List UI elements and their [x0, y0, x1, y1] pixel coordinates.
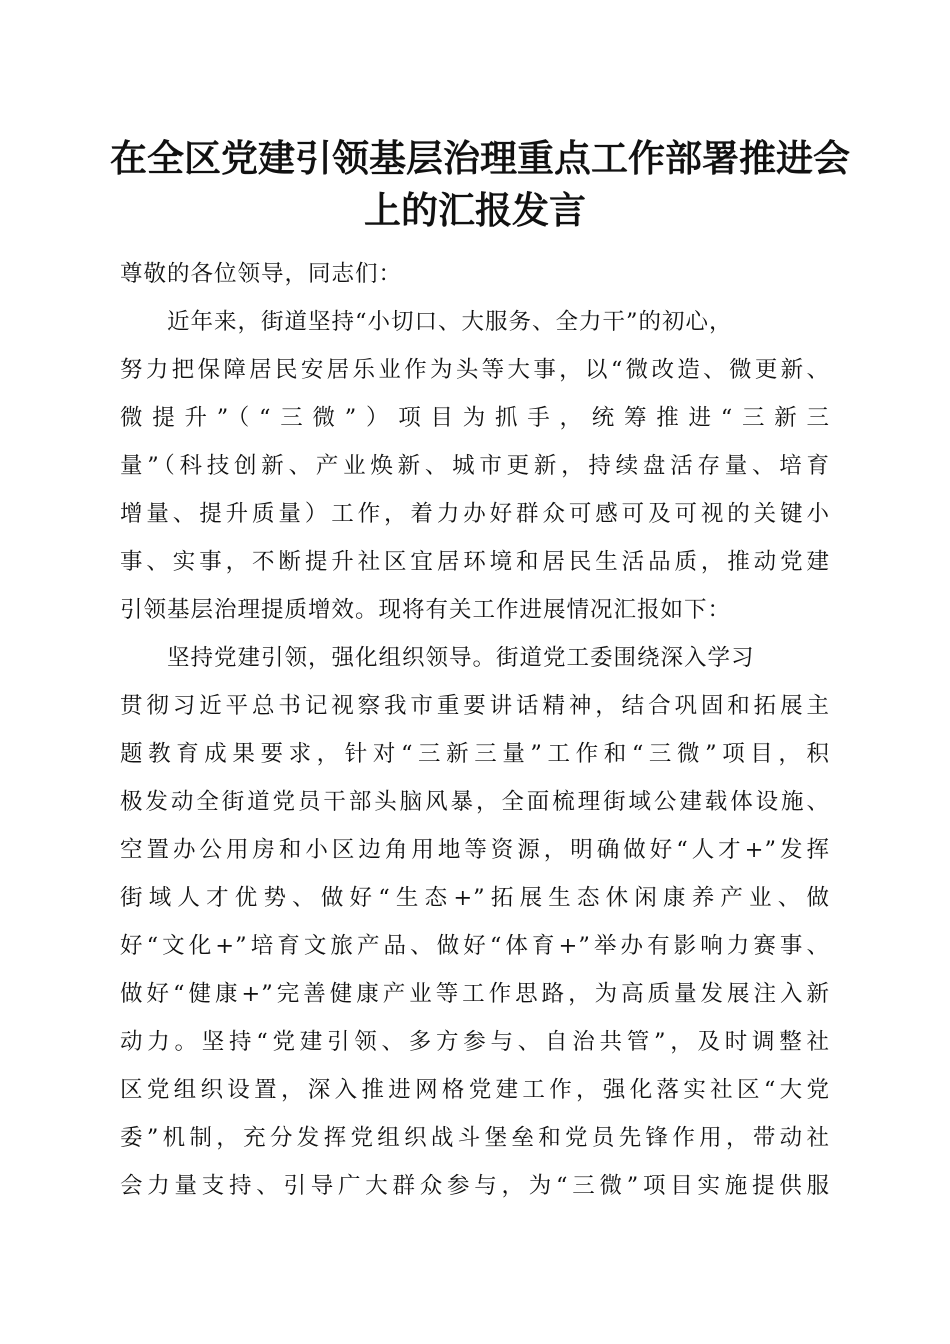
- paragraph-2: [120, 634, 830, 1210]
- paragraph-2-line: 题教育成果要求，针对“三新三量”工作和“三微”项目，积: [120, 741, 830, 767]
- paragraph-1-line: 事、实事，不断提升社区宜居环境和居民生活品质，推动党建: [120, 549, 830, 575]
- paragraph-1: [120, 298, 830, 634]
- salutation: 尊敬的各位领导，同志们：: [120, 261, 403, 287]
- paragraph-2-line: 坚持党建引领，强化组织领导。街道党工委围绕深入学习: [167, 645, 755, 671]
- paragraph-1-line: 引领基层治理提质增效。现将有关工作进展情况汇报如下：: [120, 597, 732, 623]
- paragraph-2-line: 街域人才优势、做好“生态+”拓展生态休闲康养产业、做: [120, 885, 830, 911]
- paragraph-1-line: 努力把保障居民安居乐业作为头等大事，以“微改造、微更新、: [120, 357, 830, 383]
- paragraph-2-line: 做好“健康+”完善健康产业等工作思路，为高质量发展注入新: [120, 981, 830, 1007]
- paragraph-1-line: 增量、提升质量）工作，着力办好群众可感可及可视的关键小: [120, 501, 830, 527]
- document-title: [110, 132, 850, 236]
- title-line-2: 上的汇报发言: [364, 188, 586, 232]
- paragraph-2-line: 动力。坚持“党建引领、多方参与、自治共管”，及时调整社: [120, 1029, 830, 1055]
- paragraph-1-line: 近年来，街道坚持“小切口、大服务、全力干”的初心，: [167, 309, 733, 335]
- paragraph-2-line: 极发动全街道党员干部头脑风暴，全面梳理街域公建载体设施、: [120, 789, 830, 815]
- paragraph-2-line: 会力量支持、引导广大群众参与，为“三微”项目实施提供服: [120, 1173, 830, 1199]
- paragraph-2-line: 区党组织设置，深入推进网格党建工作，强化落实社区“大党: [120, 1077, 830, 1103]
- document-body: [120, 250, 830, 1210]
- title-line-1: 在全区党建引领基层治理重点工作部署推进会: [110, 136, 850, 180]
- paragraph-2-line: 贯彻习近平总书记视察我市重要讲话精神，结合巩固和拓展主: [120, 693, 830, 719]
- paragraph-1-line: 微提升”（“三微”）项目为抓手，统筹推进“三新三: [120, 405, 830, 431]
- paragraph-1-line: 量”（科技创新、产业焕新、城市更新，持续盘活存量、培育: [120, 453, 830, 479]
- paragraph-2-line: 好“文化+”培育文旅产品、做好“体育+”举办有影响力赛事、: [120, 933, 830, 959]
- paragraph-2-line: 委”机制，充分发挥党组织战斗堡垒和党员先锋作用，带动社: [120, 1125, 830, 1151]
- paragraph-2-line: 空置办公用房和小区边角用地等资源，明确做好“人才+”发挥: [120, 837, 830, 863]
